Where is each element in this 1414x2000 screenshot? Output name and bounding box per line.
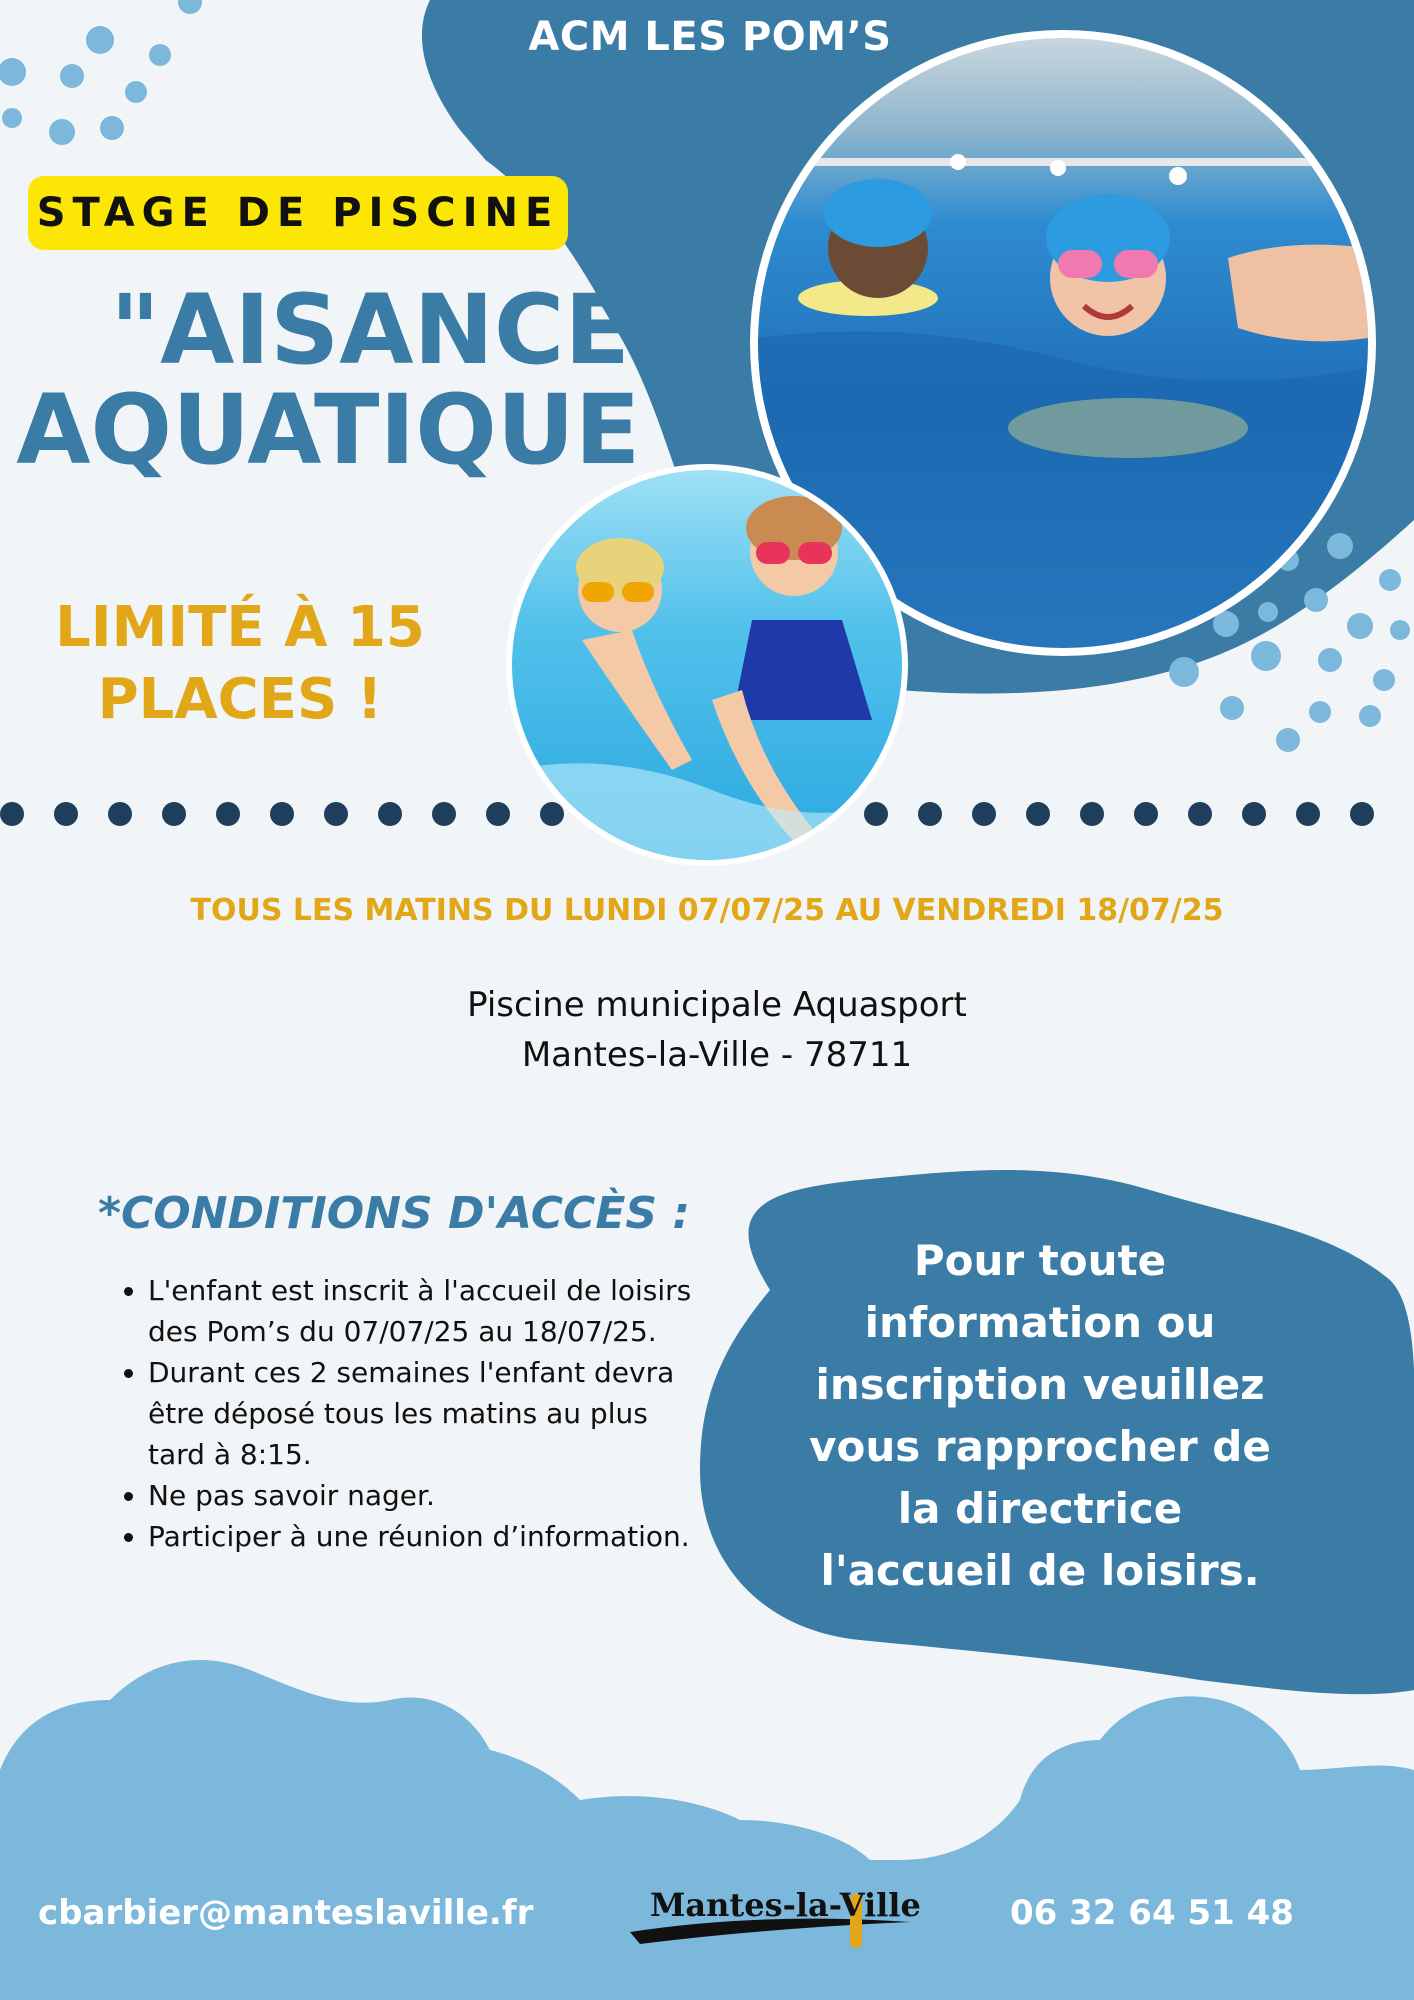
separator-dot xyxy=(1026,802,1050,826)
separator-dot xyxy=(972,802,996,826)
separator-dot xyxy=(378,802,402,826)
separator-dot xyxy=(270,802,294,826)
session-dates: TOUS LES MATINS DU LUNDI 07/07/25 AU VENDREDI 18/07/25 xyxy=(190,893,1224,928)
info-line: la directrice xyxy=(897,1484,1183,1533)
info-line: l'accueil de loisirs. xyxy=(820,1546,1260,1595)
separator-dot xyxy=(540,802,564,826)
location xyxy=(0,980,1414,1080)
stage-badge-label: STAGE DE PISCINE xyxy=(36,190,560,236)
separator-dot xyxy=(1188,802,1212,826)
location-line1: Piscine municipale Aquasport xyxy=(467,985,967,1025)
location-line2: Mantes-la-Ville - 78711 xyxy=(521,1035,913,1075)
places-limit xyxy=(30,592,450,736)
list-item: • Ne pas savoir nager. xyxy=(148,1475,708,1516)
contact-phone[interactable]: 06 32 64 51 48 xyxy=(1010,1893,1294,1933)
separator-dot xyxy=(216,802,240,826)
separator-dot xyxy=(486,802,510,826)
info-line: inscription veuillez xyxy=(815,1360,1265,1409)
info-message xyxy=(790,1230,1290,1602)
list-item: • Participer à une réunion d’information. xyxy=(148,1516,708,1557)
separator-dot xyxy=(1296,802,1320,826)
info-line: vous rapprocher de xyxy=(809,1422,1271,1471)
conditions-title: *CONDITIONS D'ACCÈS : xyxy=(98,1188,690,1239)
info-line: information ou xyxy=(864,1298,1216,1347)
logo-text: Mantes-la-Ville xyxy=(650,1886,921,1924)
separator-dot xyxy=(1350,802,1374,826)
separator-dot xyxy=(918,802,942,826)
conditions-list xyxy=(112,1270,708,1557)
stage-badge xyxy=(28,176,568,250)
separator-dot xyxy=(432,802,456,826)
places-limit-line1: LIMITÉ À 15 xyxy=(55,595,425,660)
underwater-photo-frame xyxy=(506,464,908,866)
separator-dot xyxy=(324,802,348,826)
underwater-kids-photo xyxy=(512,470,902,860)
main-title-line2: AQUATIQUE " xyxy=(16,374,724,486)
separator-dot xyxy=(54,802,78,826)
separator-dot xyxy=(1080,802,1104,826)
separator-dot xyxy=(0,802,24,826)
places-limit-line2: PLACES ! xyxy=(97,667,383,732)
separator-dot xyxy=(162,802,186,826)
separator-dot xyxy=(864,802,888,826)
contact-email[interactable]: cbarbier@manteslaville.fr xyxy=(38,1893,534,1933)
main-title xyxy=(10,274,730,486)
list-item: • Durant ces 2 semaines l'enfant devra être déposé tous les matins au plus tard à 8:15. xyxy=(148,1352,708,1475)
info-line: Pour toute xyxy=(913,1236,1167,1285)
organization-title: ACM LES POM’S xyxy=(528,14,892,60)
separator-dot xyxy=(1242,802,1266,826)
separator-dot xyxy=(1134,802,1158,826)
list-item: • L'enfant est inscrit à l'accueil de loisirs des Pom’s du 07/07/25 au 18/07/25. xyxy=(148,1270,708,1352)
separator-dot xyxy=(108,802,132,826)
main-title-line1: "AISANCE xyxy=(110,274,630,386)
